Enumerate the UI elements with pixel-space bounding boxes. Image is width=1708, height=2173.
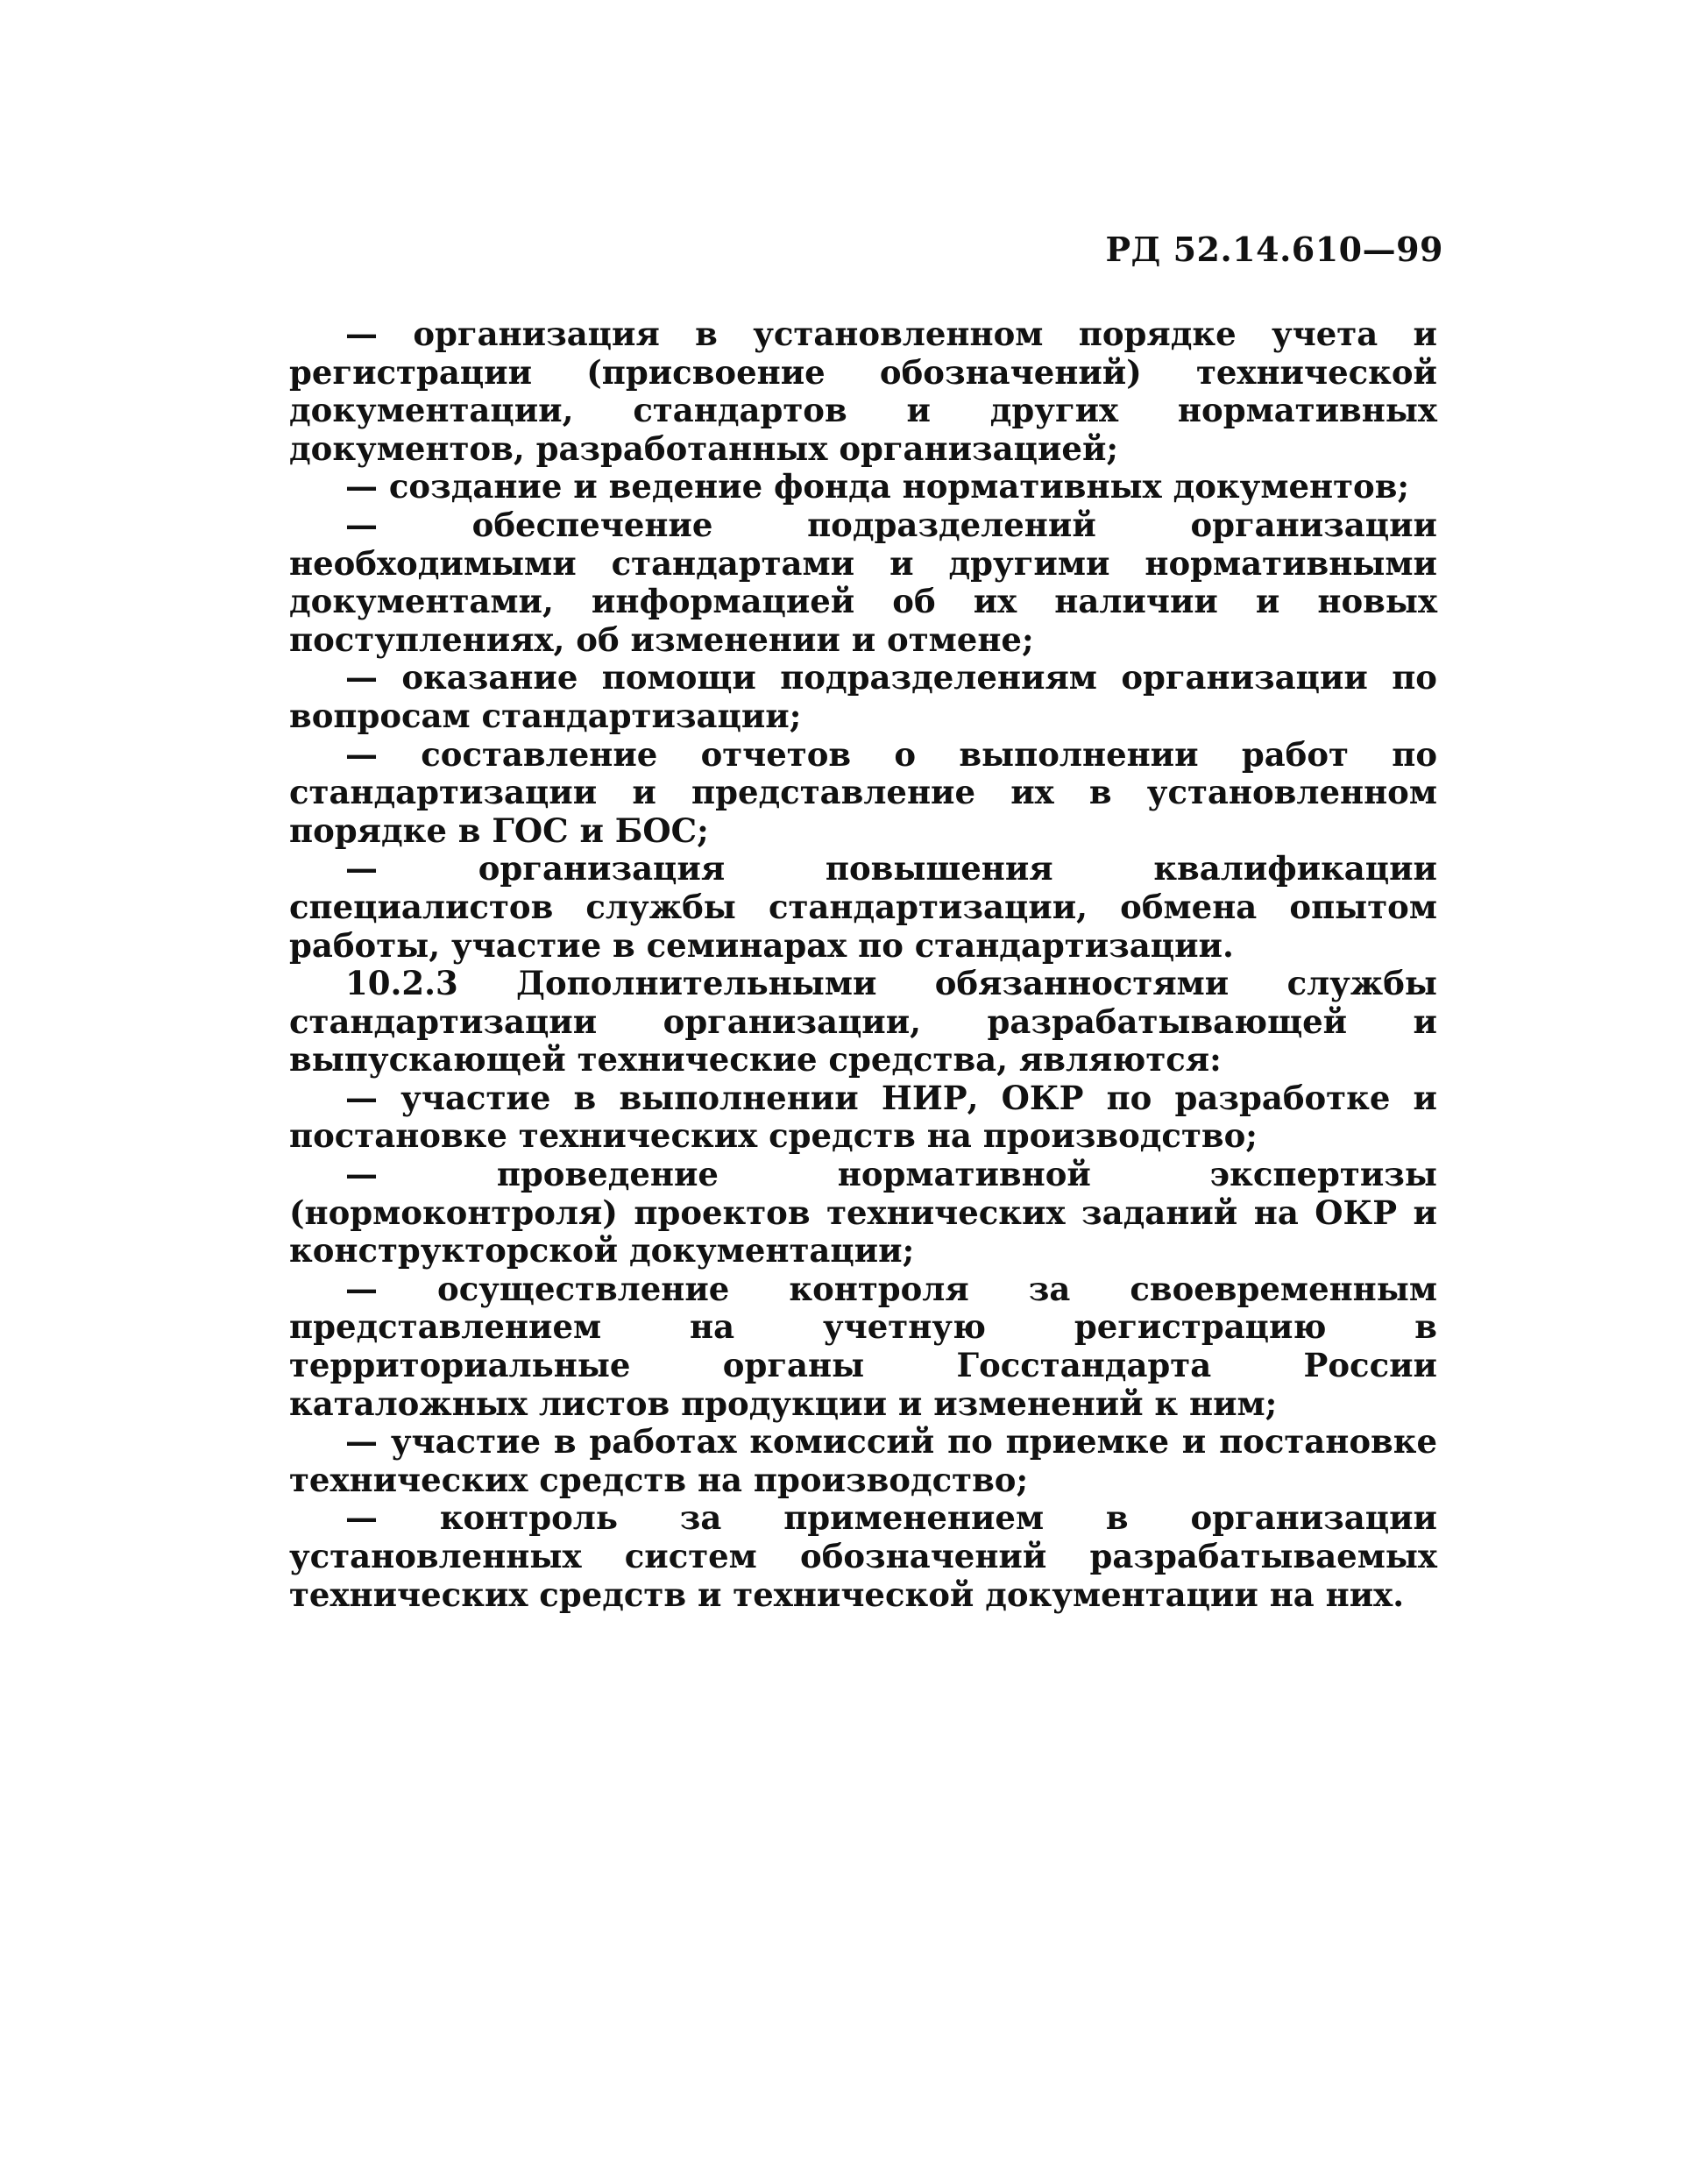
document-body (289, 315, 1437, 1614)
list-item: — проведение нормативной экспертизы (нормоконтроля) проектов технических заданий на ОКР и конструкторской документации; (289, 1155, 1437, 1271)
list-item: — организация в установленном порядке учета и регистрации (присвоение обозначений) технической документации, стандартов и других нормативных документов, разработанных организацией; (289, 315, 1437, 468)
list-item: — участие в выполнении НИР, ОКР по разработке и постановке технических средств на производство; (289, 1078, 1437, 1156)
list-item: — обеспечение подразделений организации необходимыми стандартами и другими нормативными документами, информацией об их наличии и новых поступлениях, об изменении и отмене; (289, 505, 1437, 659)
list-item: — осуществление контроля за своевременным представлением на учетную регистрацию в территориальные органы Госстандарта России каталожных листов продукции и изменений к ним; (289, 1269, 1437, 1423)
list-item: — организация повышения квалификации специалистов службы стандартизации, обмена опытом работы, участие в семинарах по стандартизации. (289, 849, 1437, 965)
document-code-header: РД 52.14.610—99 (1105, 230, 1443, 269)
list-item: — составление отчетов о выполнении работ по стандартизации и представление их в установленном порядке в ГОС и БОС; (289, 734, 1437, 850)
list-item: — оказание помощи подразделениям организации по вопросам стандартизации; (289, 658, 1437, 735)
section-paragraph-10-2-3: 10.2.3 Дополнительными обязанностями службы стандартизации организации, разрабатывающей и выпускающей технические средства, являются: (289, 964, 1437, 1079)
list-item: — контроль за применением в организации установленных систем обозначений разрабатываемых технических средств и технической документации на них. (289, 1498, 1437, 1614)
list-item: — создание и ведение фонда нормативных документов; (345, 467, 1410, 506)
list-item: — участие в работах комиссий по приемке и постановке технических средств на производство; (289, 1422, 1437, 1499)
